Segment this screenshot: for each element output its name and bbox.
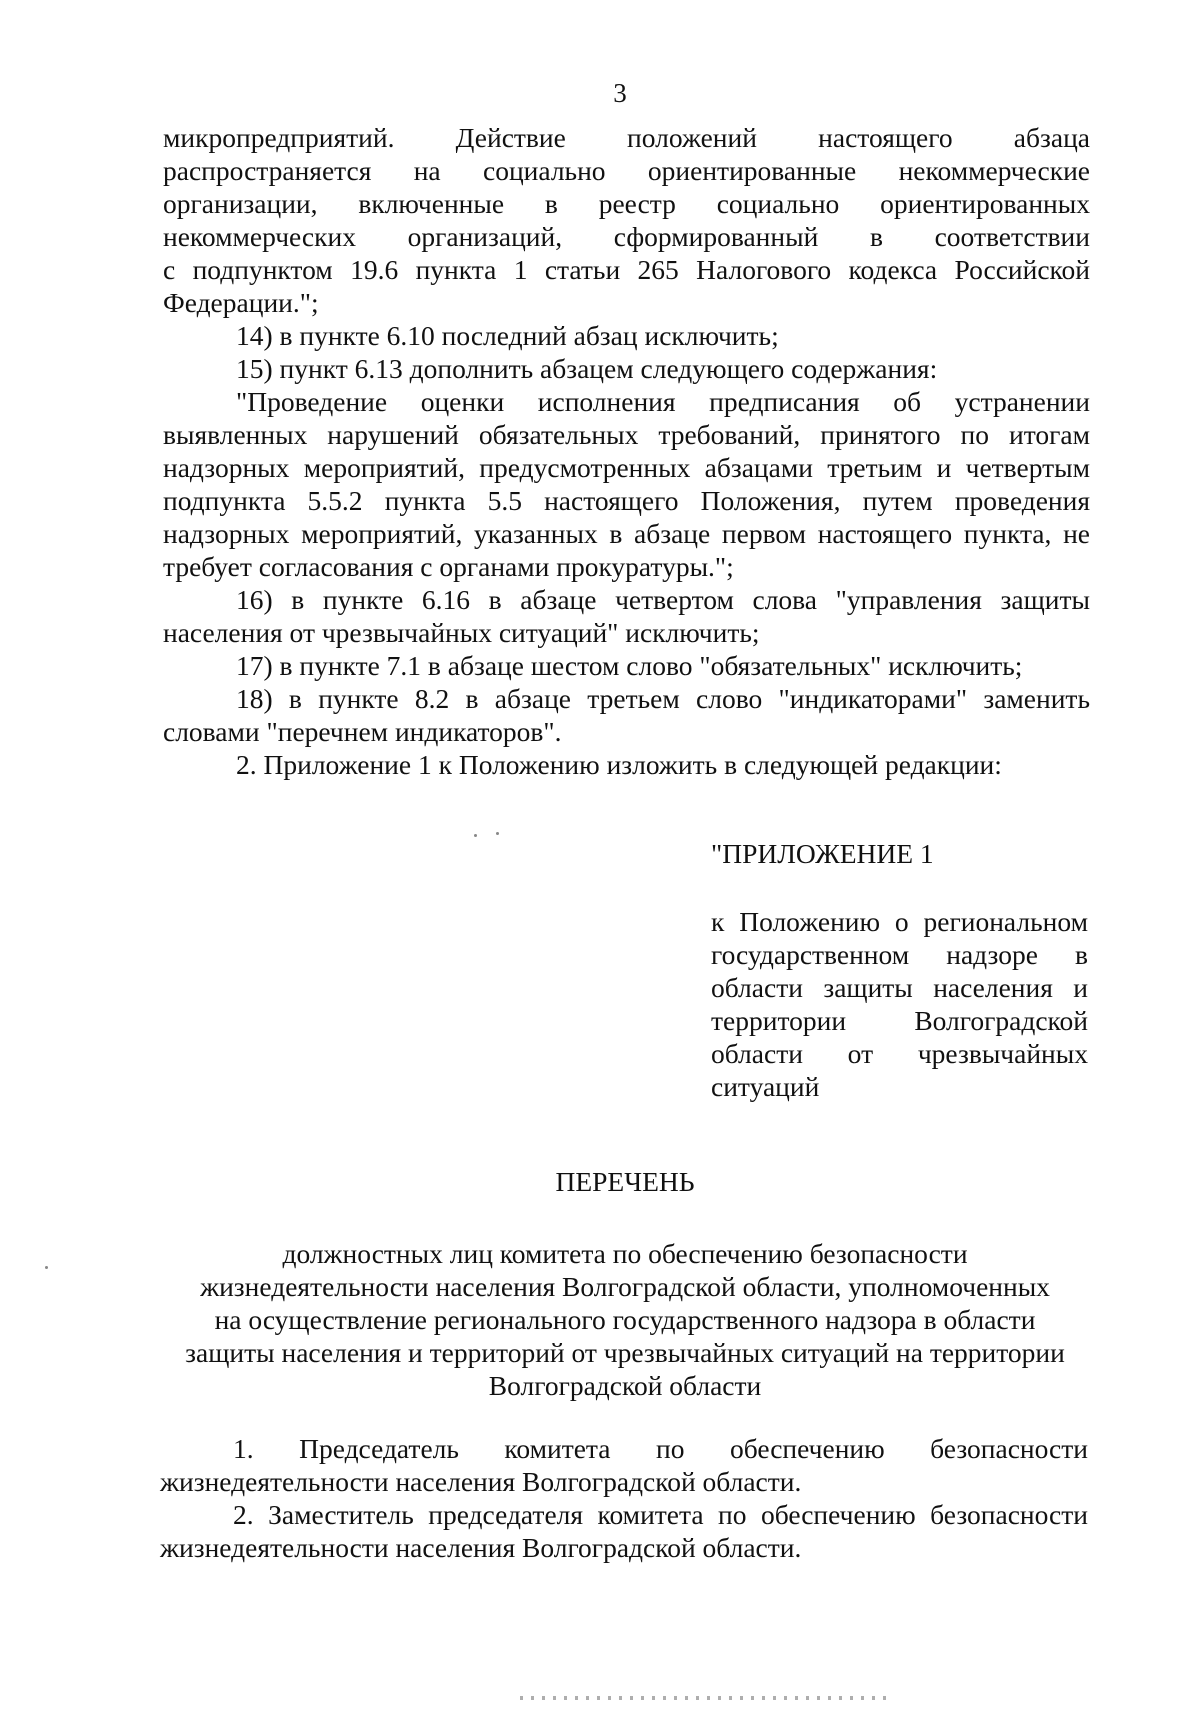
item-16: 16) в пункте 6.16 в абзаце четвертом слова "управления защиты населения от чрезвычайных ситуаций" исключить; <box>163 584 1090 648</box>
list-entry: 2. Заместитель председателя комитета по обеспечению безопасности жизнедеятельности населения Волгоградской области. <box>160 1499 1088 1563</box>
item-14: 14) в пункте 6.10 последний абзац исключить; <box>236 320 779 351</box>
list-entry: 1. Председатель комитета по обеспечению безопасности жизнедеятельности населения Волгоградской области. <box>160 1433 1088 1497</box>
list-entries <box>160 1432 1088 1564</box>
intro-line: микропредприятий. Действие положений настоящего абзаца <box>163 122 1090 153</box>
intro-line: с подпунктом 19.6 пункта 1 статьи 265 Налогового кодекса Российской <box>163 254 1090 285</box>
subtitle-line: защиты населения и территорий от чрезвычайных ситуаций на территории <box>185 1337 1065 1368</box>
list-heading: ПЕРЕЧЕНЬ <box>555 1166 695 1197</box>
intro-paragraph <box>163 121 1090 319</box>
item-18: 18) в пункте 8.2 в абзаце третьем слово "индикаторами" заменить словами "перечнем индикаторов". <box>163 683 1090 747</box>
intro-line: Федерации."; <box>163 287 319 318</box>
scan-speck <box>45 1266 48 1269</box>
subtitle-line: Волгоградской области <box>488 1370 762 1401</box>
amendments <box>163 319 1090 781</box>
list-subtitle <box>150 1237 1100 1402</box>
quoted-paragraph: "Проведение оценки исполнения предписания об устранении выявленных нарушений обязательных требований, принятого по итогам надзорных мероприятий, предусмотренных абзацами третьим и четвертым подпункта 5.5.2 пункта 5.5 настоящего Положения, путем проведения надзорных мероприятий, указанных в абзаце первом настоящего пункта, не требует согласования с органами прокуратуры."; <box>163 386 1090 582</box>
scan-speck <box>474 834 477 837</box>
appendix-title: "ПРИЛОЖЕНИЕ 1 <box>711 838 934 869</box>
item-17: 17) в пункте 7.1 в абзаце шестом слово "обязательных" исключить; <box>236 650 1023 681</box>
subtitle-line: жизнедеятельности населения Волгоградской области, уполномоченных <box>200 1271 1050 1302</box>
subtitle-line: на осуществление регионального государственного надзора в области <box>214 1304 1036 1335</box>
intro-line: некоммерческих организаций, сформированный в соответствии <box>163 221 1090 252</box>
intro-line: организации, включенные в реестр социально ориентированных <box>163 188 1090 219</box>
subtitle-line: должностных лиц комитета по обеспечению безопасности <box>282 1238 968 1269</box>
point-2: 2. Приложение 1 к Положению изложить в следующей редакции: <box>236 749 1002 780</box>
intro-line: распространяется на социально ориентированные некоммерческие <box>163 155 1090 186</box>
item-15: 15) пункт 6.13 дополнить абзацем следующего содержания: <box>236 353 938 384</box>
page-number: 3 <box>613 78 627 108</box>
scan-bottom-edge <box>520 1696 890 1700</box>
scan-speck <box>496 832 499 835</box>
appendix-text: к Положению о региональном государственном надзоре в области защиты населения и территории Волгоградской области от чрезвычайных ситуаций <box>711 906 1088 1102</box>
